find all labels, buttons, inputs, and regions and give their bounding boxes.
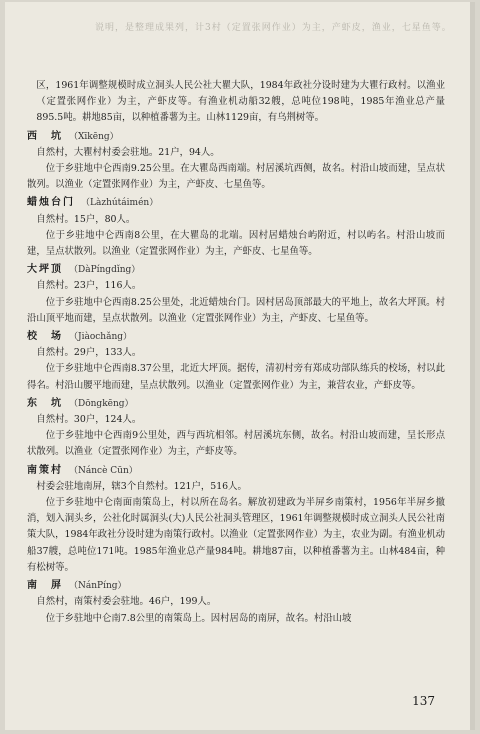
entry-summary: 自然村，南策村委会驻地。46户，199人。: [36, 596, 217, 608]
entry-summary: 自然村，大瞿村村委会驻地。21户，94人。: [36, 146, 220, 158]
entry-xikeng: [27, 129, 445, 194]
entry-jiaochang: [27, 329, 445, 394]
page-number: 137: [412, 694, 435, 708]
entry-heading: [27, 463, 445, 479]
entry-pinyin: （Náncè Cūn）: [69, 465, 138, 476]
bleed-through-text: 说明，是整理成果列，计3村（定置张网作业）为主，产虾皮，渔业，七星鱼等。: [95, 23, 452, 33]
entry-dongkeng: [27, 396, 445, 461]
entry-heading: [27, 262, 445, 278]
entry-summary: 村委会驻地南屏，辖3个自然村。121户，516人。: [36, 480, 247, 492]
entry-dapingding: [27, 262, 445, 327]
entry-name: 大坪顶: [27, 264, 63, 276]
entry-name: 东 坑: [27, 397, 63, 409]
entry-description: 位于乡驻地中仑南7.8公里的南策岛上。因村居岛的南屏，故名。村沿山坡: [45, 612, 352, 624]
entry-summary: 自然村。30户，124人。: [36, 414, 142, 426]
entry-description: 位于乡驻地中仑西南9公里处，西与西坑相邻。村居溪坑东侧，故名。村沿山坡而建，呈长形点状散列。以渔业（定置张网作业）为主，产虾皮等。: [27, 430, 445, 458]
entry-heading: [27, 129, 445, 145]
intro-paragraph: 区，1961年调整规模时成立洞头人民公社大瞿大队，1984年政社分设时建为大瞿行政村。以渔业（定置张网作业）为主，产虾皮等。有渔业机动船32艘，总吨位198吨，1985年渔业总产量895.5吨。耕地85亩，以种植番薯为主。山林1129亩，有乌荆树等。: [36, 80, 445, 124]
entry-heading: [27, 578, 445, 594]
entry-name: 西 坑: [27, 130, 63, 142]
entry-name: 南 屏: [27, 580, 63, 592]
entry-summary: 自然村。23户，116人。: [36, 280, 142, 292]
entry-name: 南策村: [27, 464, 63, 476]
entry-description: 位于乡驻地中仑西南8.37公里，北近大坪顶。据传，清初村旁有郑成功部队练兵的校场，村以此得名。村沿山腰平地而建，呈点状散列。以渔业（定置张网作业）为主，兼营农业，产虾皮等。: [27, 363, 445, 391]
entry-heading: [27, 329, 445, 345]
entry-description: 位于乡驻地中仑西南8.25公里处，北近蜡烛台门。因村居岛顶部最大的平地上，故名大坪顶。村沿山顶平地而建，呈点状散列。以渔业（定置张网作业）为主，产虾皮、七星鱼等。: [27, 296, 445, 324]
entry-description: 位于乡驻地中仑南面南策岛上，村以所在岛名。解放初建政为半屏乡南策村，1956年半屏乡撤消，划入洞头乡，公社化时属洞头(大)人民公社洞头管理区，1961年调整规模时成立洞头人民公社南策大队，1984年政社分设时建为南策行政村。以渔业（定置张网作业）为主，农业为副。有渔业机动船37艘，总吨位171吨。1985年渔业总产量984吨。耕地87亩，以种植番薯为主。山林484亩，种有松树等。: [27, 497, 445, 573]
entry-name: 蜡烛台门: [27, 197, 75, 209]
entry-nanping: [27, 578, 445, 627]
entry-description: 位于乡驻地中仑西南9.25公里。在大瞿岛西南端。村居溪坑西侧，故名。村沿山坡而建，呈点状散列。以渔业（定置张网作业）为主，产虾皮、七星鱼等。: [27, 163, 445, 191]
entry-heading: [27, 195, 445, 211]
entry-name: 校 场: [27, 331, 63, 343]
page-edge: [470, 2, 475, 730]
entry-summary: 自然村。15户，80人。: [36, 213, 136, 225]
page-content: [27, 78, 445, 627]
entry-description: 位于乡驻地中仑西南8公里，在大瞿岛的北端。因村居蜡烛台屿附近，村以屿名。村沿山坡而建，呈点状散列。以渔业（定置张网作业）为主，产虾皮、七星鱼等。: [27, 229, 445, 258]
entry-nance-cun: [27, 463, 445, 576]
entry-pinyin: （Dōngkēng）: [69, 398, 134, 409]
entry-pinyin: （Xīkēng）: [69, 131, 119, 142]
entry-pinyin: （NánPíng）: [69, 581, 127, 592]
entry-summary: 自然村。29户，133人。: [36, 347, 142, 359]
entry-pinyin: （Jiàochǎng）: [69, 332, 133, 343]
entry-pinyin: （Làzhútáimén）: [81, 198, 159, 209]
entry-lazhutaimen: [27, 195, 445, 260]
entry-pinyin: （DàPíngdǐng）: [69, 265, 141, 276]
entry-heading: [27, 396, 445, 412]
book-page: [5, 2, 475, 730]
